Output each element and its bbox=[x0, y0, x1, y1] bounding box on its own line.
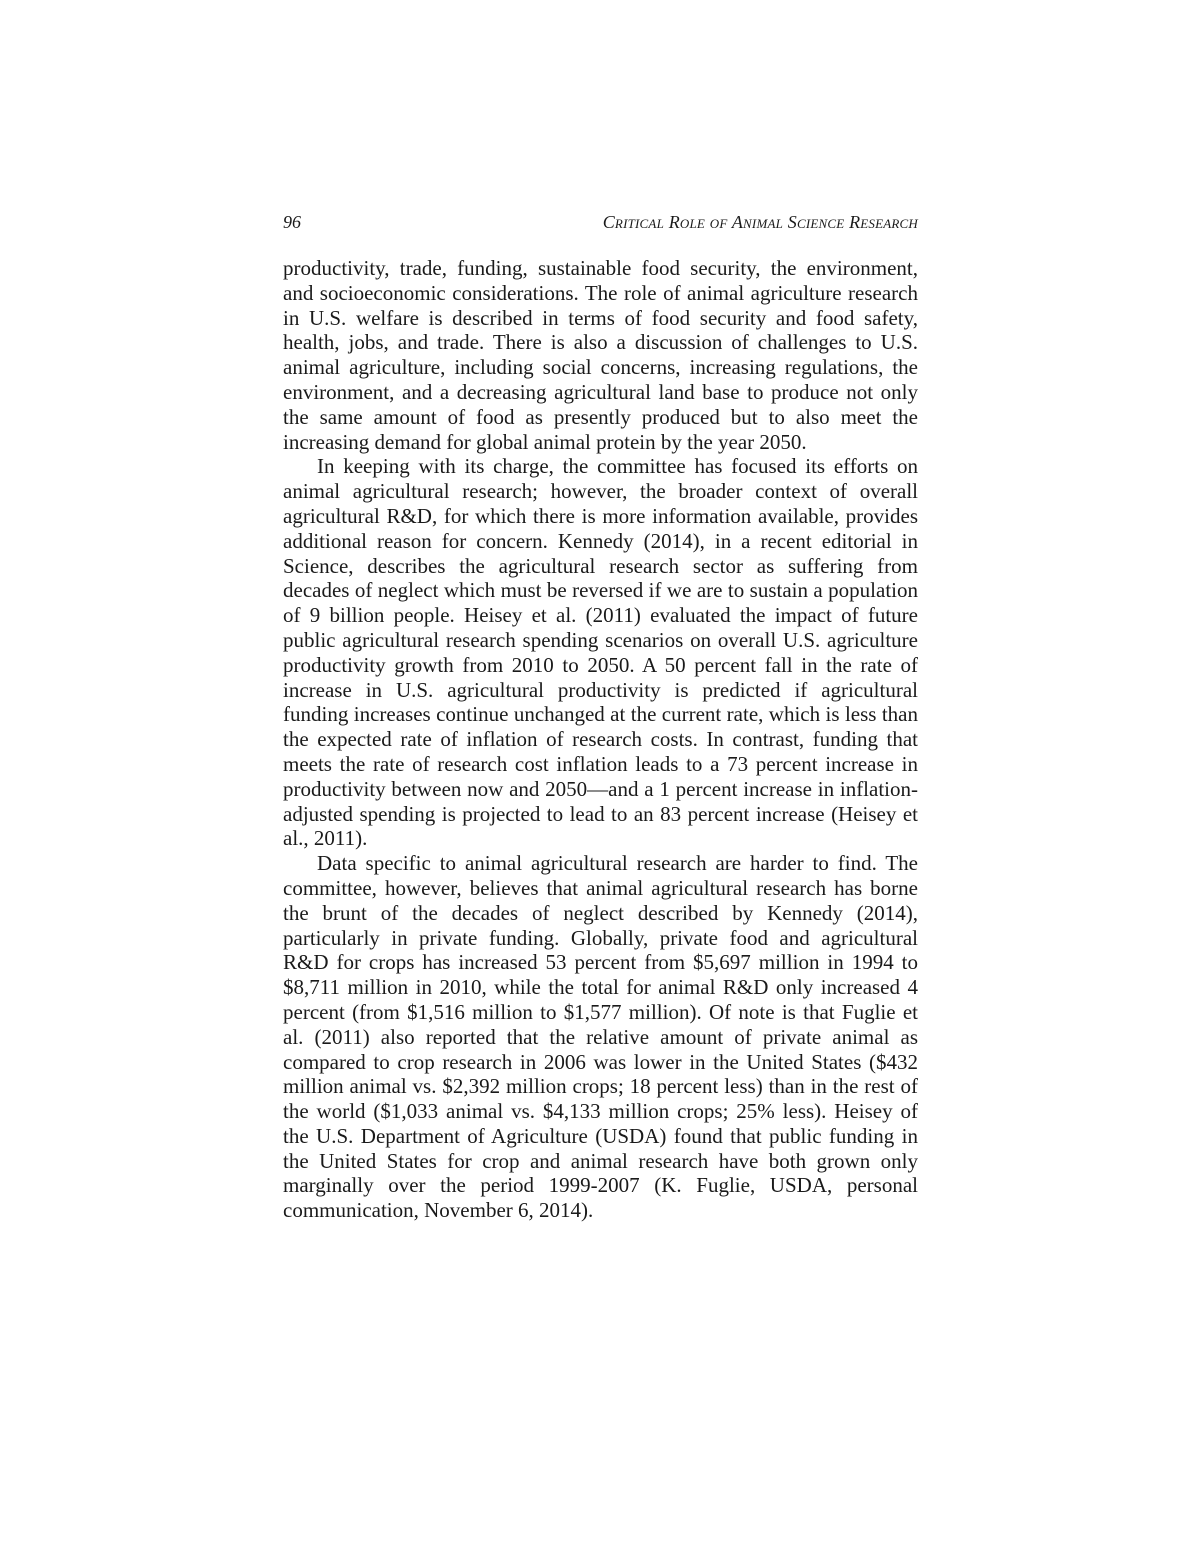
page-header bbox=[283, 212, 918, 240]
running-head: Critical Role of Animal Science Research bbox=[602, 212, 918, 232]
page-number: 96 bbox=[283, 212, 301, 232]
paragraph-continued: productivity, trade, funding, sustainable food security, the environment, and socioeconomic considerations. The role of animal agriculture research in U.S. welfare is described in terms of food security and food safety, health, jobs, and trade. There is also a discussion of challenges to U.S. animal agriculture, including social concerns, increasing regulations, the environment, and a decreasing agricultural land base to produce not only the same amount of food as presently produced but to also meet the increasing demand for global animal protein by the year 2050. bbox=[283, 256, 918, 454]
paragraph-animal-research-data: Data specific to animal agricultural research are harder to find. The committee, however, believes that animal agricultural research has borne the brunt of the decades of neglect described by Kennedy (2014), particularly in private funding. Globally, private food and agricultural R&D for crops has increased 53 percent from $5,697 million in 1994 to $8,711 million in 2010, while the total for animal R&D only increased 4 percent (from $1,516 million to $1,577 million). Of note is that Fuglie et al. (2011) also reported that the relative amount of private animal as compared to crop research in 2006 was lower in the United States ($432 million animal vs. $2,392 million crops; 18 percent less) than in the rest of the world ($1,033 animal vs. $4,133 million crops; 25% less). Heisey of the U.S. Department of Agriculture (USDA) found that public funding in the United States for crop and animal research have both grown only marginally over the period 1999-2007 (K. Fuglie, USDA, personal communication, November 6, 2014). bbox=[283, 851, 918, 1223]
body-text bbox=[283, 256, 918, 1223]
paragraph-committee-focus: In keeping with its charge, the committee has focused its efforts on animal agricultural research; however, the broader context of overall agricultural R&D, for which there is more information available, provides additional reason for concern. Kennedy (2014), in a recent editorial in Science, describes the agricultural research sector as suffering from decades of neglect which must be reversed if we are to sustain a population of 9 billion people. Heisey et al. (2011) evaluated the impact of future public agricultural research spending scenarios on overall U.S. agriculture productivity growth from 2010 to 2050. A 50 percent fall in the rate of increase in U.S. agricultural productivity is predicted if agricultural funding increases continue unchanged at the current rate, which is less than the expected rate of inflation of research costs. In contrast, funding that meets the rate of research cost inflation leads to a 73 percent increase in productivity between now and 2050—and a 1 percent increase in inflation-adjusted spending is projected to lead to an 83 percent increase (Heisey et al., 2011). bbox=[283, 454, 918, 851]
